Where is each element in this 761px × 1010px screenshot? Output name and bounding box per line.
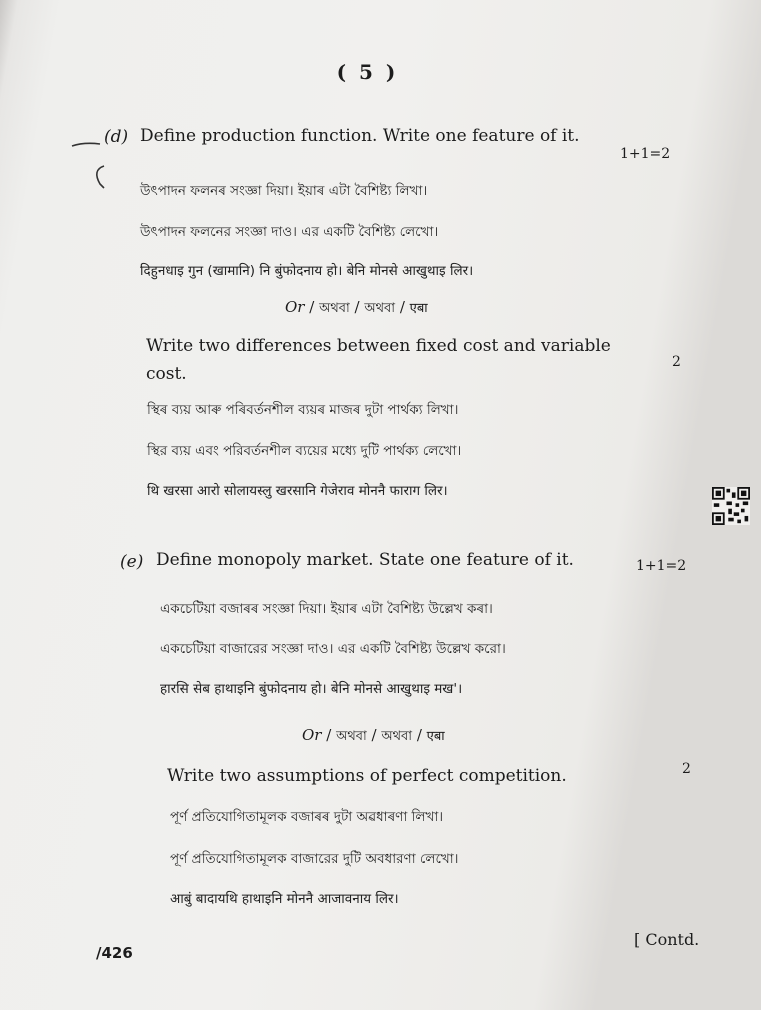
question-e-alt-line-assamese: পূৰ্ণ প্ৰতিযোগিতামূলক বজাৰৰ দুটা অৱধাৰণা লিখা। [170, 809, 444, 825]
or-bengali: অথবা [381, 729, 413, 744]
question-d-alt-line-bodo: थि खरसा आरो सोलायस्लु खरसानि गेजेराव मोननै फाराग लिर। [147, 483, 448, 499]
or-bengali: অথবা [364, 301, 396, 316]
question-e-alt-line-bengali: পূর্ণ প্রতিযোগিতামূলক বাজারের দুটি অবধারণা লেখো। [170, 851, 459, 867]
question-d-alt-marks: 2 [672, 354, 681, 370]
or-bodo: एबा [426, 729, 445, 744]
continued-label: [ Contd. [634, 930, 700, 949]
question-e-alt-line-bodo: आबुं बादायथि हाथाइनि मोननै आजावनाय लिर। [170, 891, 399, 907]
question-d-line-bodo: दिहुनधाइ गुन (खामानि) नि बुंफोदनाय हो। बेनि मोनसे आखुथाइ लिर। [140, 263, 474, 279]
question-e-marks: 1+1=2 [636, 558, 687, 574]
question-d-line-bengali: উৎপাদন ফলনের সংজ্ঞা দাও। এর একটি বৈশিষ্ট্য লেখো। [140, 224, 439, 240]
question-e-label: (e) [120, 552, 144, 572]
question-e-line-bodo: हारसि सेब हाथाइनि बुंफोदनाय हो। बेनि मोनसे आखुथाइ मख'। [160, 681, 463, 697]
question-e-text: Define monopoly market. State one feature of it. [156, 550, 574, 570]
question-d-marks: 1+1=2 [620, 146, 671, 162]
question-e-alt-text: Write two assumptions of perfect competition. [167, 766, 567, 786]
question-d-alt-text-1: Write two differences between fixed cost and variable [146, 336, 611, 356]
question-d-label: (d) [104, 127, 129, 147]
question-e-line-bengali: একচেটিয়া বাজারের সংজ্ঞা দাও। এর একটি বৈশিষ্ট্য উল্লেখ করো। [160, 641, 506, 657]
question-d-line-assamese: উৎপাদন ফলনৰ সংজ্ঞা দিয়া। ইয়াৰ এটা বৈশিষ্ট্য লিখা। [140, 183, 428, 199]
qr-code-icon [712, 487, 750, 525]
question-d-alt-text-2: cost. [146, 364, 187, 384]
paper-code: /426 [96, 944, 133, 962]
question-e-or: Or / অথবা / অথবা / एबा [302, 726, 445, 744]
or-assamese: অথবা [336, 729, 367, 744]
question-d-alt-line-assamese: স্থিৰ ব্যয় আৰু পৰিবৰ্তনশীল ব্যয়ৰ মাজৰ দুটা পাৰ্থক্য লিখা। [147, 402, 459, 418]
or-english: Or [302, 726, 322, 744]
or-assamese: অথবা [319, 301, 350, 316]
or-bodo: एबा [409, 301, 428, 316]
page-number: ( 5 ) [336, 60, 399, 84]
or-english: Or [285, 298, 305, 316]
question-d-alt-line-bengali: স্থির ব্যয় এবং পরিবর্তনশীল ব্যয়ের মধ্যে দুটি পার্থক্য লেখো। [147, 443, 462, 459]
question-d-or: Or / অথবা / অথবা / एबा [285, 298, 428, 316]
question-d-text: Define production function. Write one feature of it. [140, 126, 580, 146]
question-e-line-assamese: একচেটিয়া বজাৰৰ সংজ্ঞা দিয়া। ইয়াৰ এটা বৈশিষ্ট্য উল্লেখ কৰা। [160, 601, 493, 617]
question-e-alt-marks: 2 [682, 761, 691, 777]
